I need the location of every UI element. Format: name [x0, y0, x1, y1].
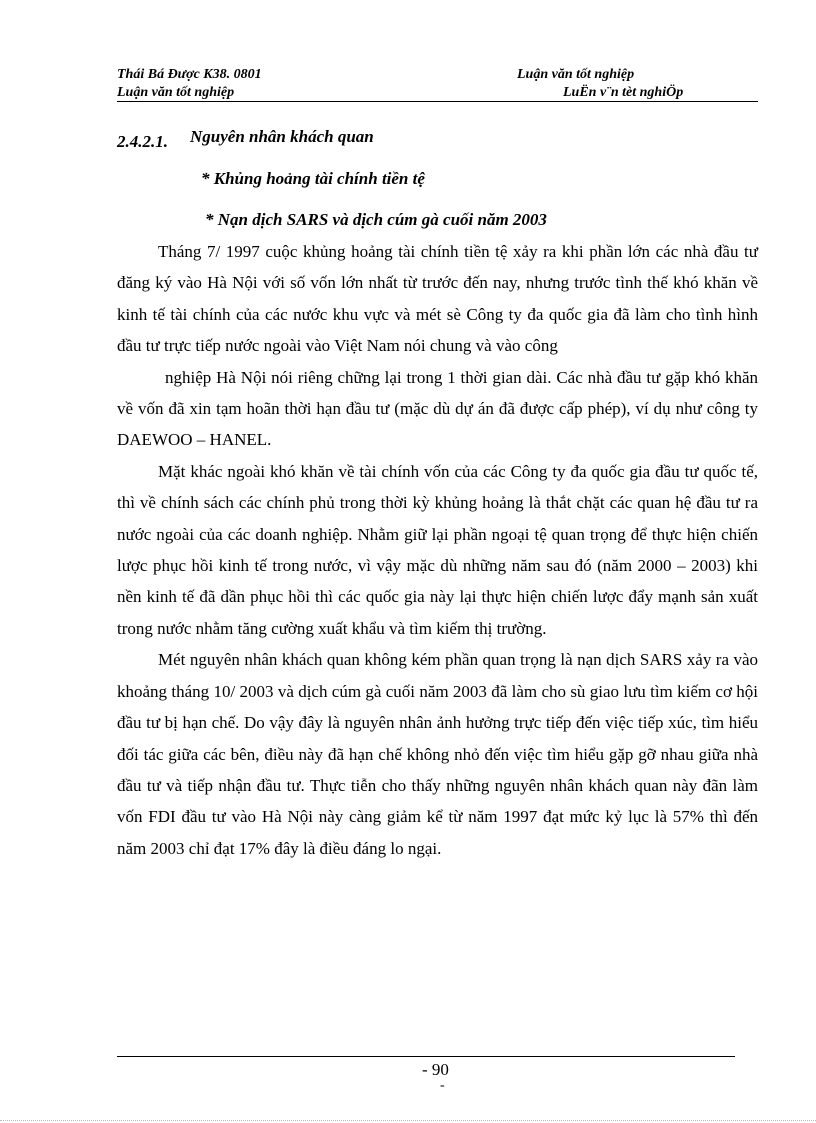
page-number-dash: -: [440, 1078, 445, 1093]
paragraph: nghiệp Hà Nội nói riêng chững lại trong 1 thời gian dài. Các nhà đầu tư gặp khó khăn về vốn đã xin tạm hoãn thời hạn đầu tư (mặc dù dự án đã được cấp phép), ví dụ như công ty DAEWOO – HANEL.: [117, 367, 758, 450]
paragraph: Mét nguyên nhân khách quan không kém phần quan trọng là nạn dịch SARS xảy ra vào khoảng tháng 10/ 2003 và dịch cúm gà cuối năm 2003 đã làm cho sù giao lưu tìm kiếm cơ hội đầu tư bị hạn chế. Do vậy đây là nguyên nhân ảnh hưởng trực tiếp đến việc tiếp xúc, tìm hiểu đối tác giữa các bên, điều này đã hạn chế không nhỏ đến việc tìm hiểu gặp gỡ nhau giữa nhà đầu tư và tiếp nhận đầu tư. Thực tiễn cho thấy những nguyên nhân khách quan này đãn làm vốn FDI đầu tư vào Hà Nội này càng giảm kể từ năm 1997 đạt mức kỷ lục là 57% thì đến năm 2003 chỉ đạt 17% đây là điều đáng lo ngại.: [117, 650, 758, 858]
subheading-sars-bird-flu: * Nạn dịch SARS và dịch cúm gà cuối năm 2003: [205, 210, 547, 229]
paragraph: Tháng 7/ 1997 cuộc khủng hoảng tài chính tiền tệ xảy ra khi phần lớn các nhà đầu tư đăng ký vào Hà Nội với số vốn lớn nhất từ trước đến nay, nhưng trước tình thế khó khăn về kinh tế tài chính của các nước khu vực và mét sè Công ty đa quốc gia đã làm cho tình hình đầu tư trực tiếp nước ngoài vào Việt Nam nói chung và vào công: [117, 242, 758, 356]
header-author: Thái Bá Được K38. 0801: [117, 67, 262, 82]
footer-rule: [117, 1056, 735, 1057]
page-bottom-border: [0, 1120, 816, 1121]
page-number: - 90: [422, 1060, 449, 1079]
paragraph: Mặt khác ngoài khó khăn về tài chính vốn của các Công ty đa quốc gia đầu tư quốc tế, thì về chính sách các chính phủ trong thời kỳ khủng hoảng là thắt chặt các quan hệ đầu tư ra nước ngoài của các doanh nghiệp. Nhằm giữ lại phần ngoại tệ quan trọng để thực hiện chiến lược phục hồi kinh tế trong nước, vì vậy mặc dù những năm sau đó (năm 2000 – 2003) khi nền kinh tế đã dần phục hồi thì các quốc gia này lại thực hiện chiến lược đẩy mạnh sản xuất trong nước nhằm tăng cường xuất khẩu và tìm kiếm thị trường.: [117, 461, 758, 638]
running-header-line-2: [117, 85, 758, 102]
section-number: 2.4.2.1.: [117, 132, 168, 151]
header-doc-type-garbled: LuËn v¨n tèt nghiÖp: [563, 85, 684, 100]
subheading-financial-crisis: * Khủng hoảng tài chính tiền tệ: [201, 169, 425, 188]
header-doc-type-repeat: Luận văn tốt nghiệp: [117, 85, 235, 100]
body-text: [117, 236, 758, 864]
header-doc-type: Luận văn tốt nghiệp: [517, 67, 635, 82]
section-title: Nguyên nhân khách quan: [190, 127, 374, 146]
